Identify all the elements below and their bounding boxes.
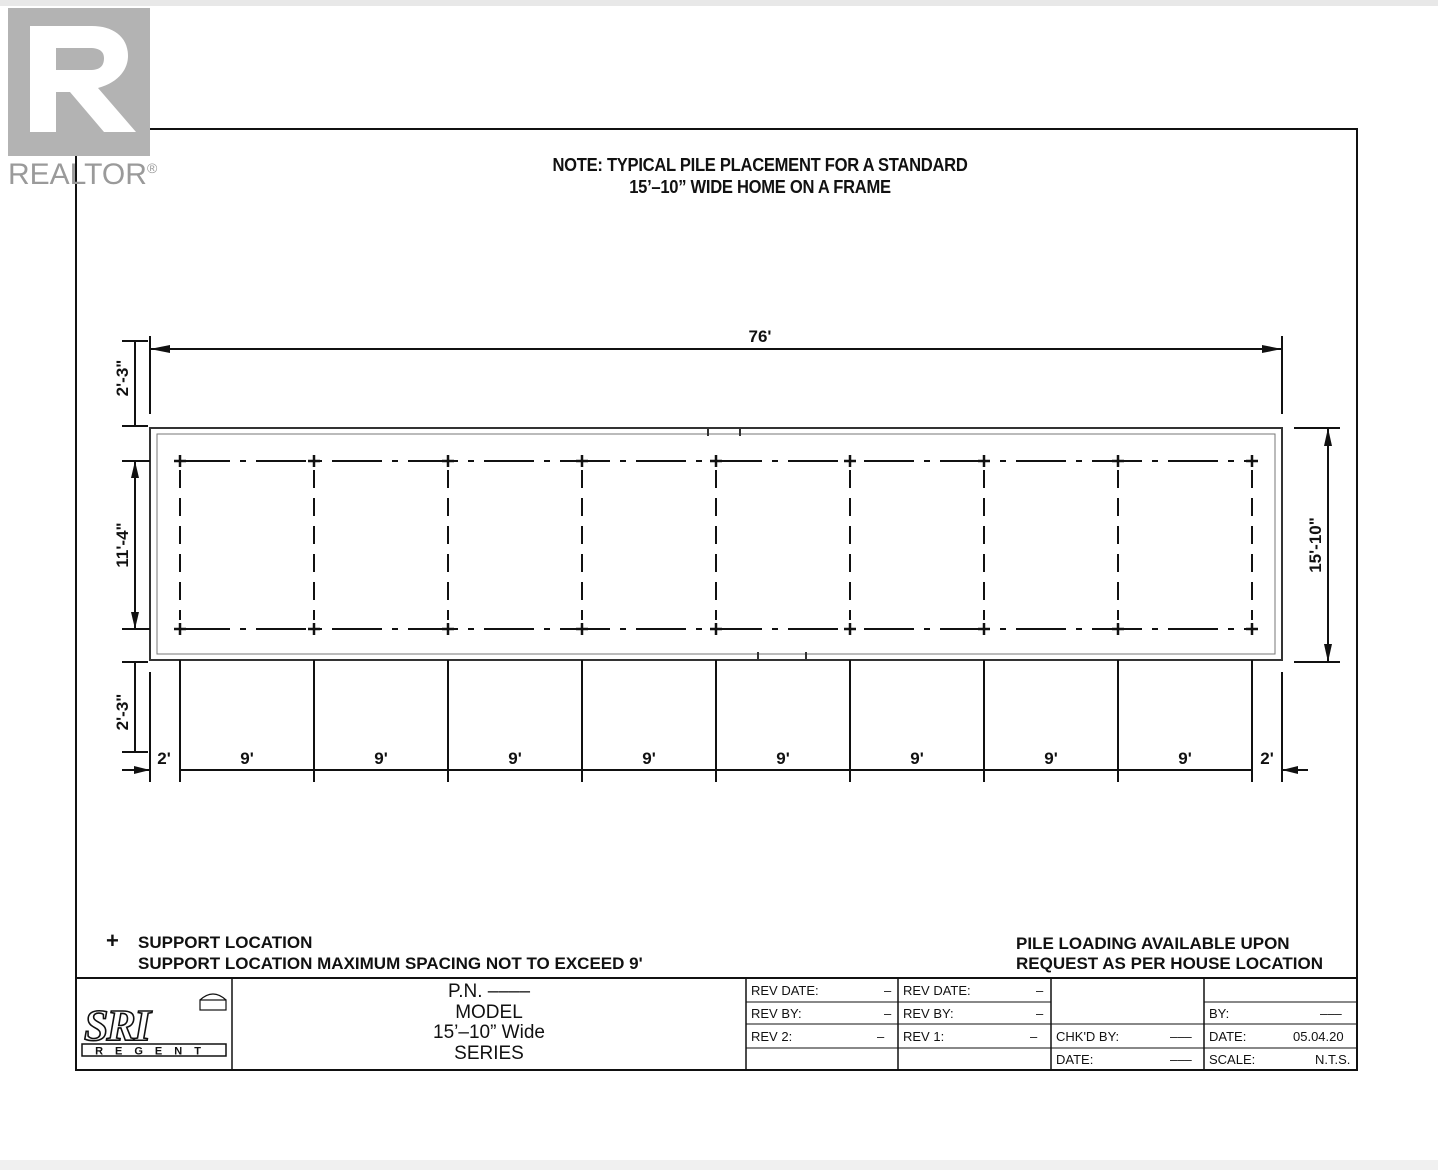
rev-by-2-label: REV BY: (903, 1006, 954, 1021)
support-marker (308, 455, 320, 467)
overall-length-dimension (150, 336, 1282, 414)
support-marker (1246, 623, 1258, 635)
pile-note-line-1: PILE LOADING AVAILABLE UPON (1016, 934, 1290, 953)
legend-line-1: SUPPORT LOCATION (138, 933, 313, 952)
rev-date-2-value: – (1036, 983, 1044, 998)
support-marker (1112, 455, 1124, 467)
by-label: BY: (1209, 1006, 1230, 1021)
model-width: 15’–10” Wide (433, 1022, 545, 1043)
rev-by-1-value: – (884, 1006, 892, 1021)
drawing-note (466, 154, 1055, 198)
support-marker (1112, 623, 1124, 635)
support-marker (710, 455, 722, 467)
rev-1-label: REV 1: (903, 1029, 945, 1044)
note-line-1: NOTE: TYPICAL PILE PLACEMENT FOR A STANDARD (552, 155, 968, 175)
support-marker (978, 623, 990, 635)
cross-members (180, 470, 1252, 620)
part-number: P.N. –––– (447, 981, 531, 1002)
date-2-value: 05.04.20 (1293, 1029, 1344, 1044)
date-label: DATE: (1056, 1052, 1094, 1067)
by-value: ––– (1320, 1006, 1342, 1021)
brand-name: SRI (84, 1001, 149, 1050)
support-marker (174, 455, 186, 467)
rev-date-1-label: REV DATE: (751, 983, 819, 998)
support-marker (844, 455, 856, 467)
brand-sub: REGENT (95, 1045, 213, 1058)
rev-date-2-label: REV DATE: (903, 983, 971, 998)
bay-spacing-label: 9' (508, 749, 522, 768)
support-marker (576, 455, 588, 467)
date-2-label: DATE: (1209, 1029, 1247, 1044)
pile-note-line-2: REQUEST AS PER HOUSE LOCATION (1016, 954, 1323, 973)
end-spacing-label: 2' (157, 749, 171, 768)
model-info (232, 982, 746, 1064)
overall-length-label: 76' (748, 327, 772, 346)
rev-by-2-value: – (1036, 1006, 1044, 1021)
top-offset-label: 2'-3" (113, 359, 132, 397)
date-value: ––– (1170, 1052, 1192, 1067)
bay-spacing-label: 9' (1044, 749, 1058, 768)
overall-width-label: 15'-10" (1306, 517, 1325, 573)
support-marker (442, 455, 454, 467)
support-marker (1246, 455, 1258, 467)
legend (106, 930, 643, 974)
rev-2-value: – (877, 1029, 885, 1044)
support-marker (442, 623, 454, 635)
registered-mark: ® (146, 160, 158, 176)
realtor-wordmark (8, 158, 157, 192)
scale-value: N.T.S. (1315, 1052, 1351, 1067)
rev-1-value: – (1030, 1029, 1038, 1044)
rev-date-1-value: – (884, 983, 892, 998)
pile-loading-note (1016, 934, 1323, 974)
support-marker (576, 623, 588, 635)
support-marker (844, 623, 856, 635)
rev-by-1-label: REV BY: (751, 1006, 802, 1021)
bay-spacing-label: 9' (642, 749, 656, 768)
rev-2-label: REV 2: (751, 1029, 793, 1044)
support-marker (174, 623, 186, 635)
checked-by-label: CHK'D BY: (1056, 1029, 1120, 1044)
checked-by-value: ––– (1170, 1029, 1192, 1044)
realtor-r-icon (8, 8, 158, 158)
brand-logo (82, 994, 226, 1058)
legend-line-2: SUPPORT LOCATION MAXIMUM SPACING NOT TO EXCEED 9' (138, 954, 643, 973)
support-symbol: + (106, 928, 119, 953)
bay-spacing-label: 9' (776, 749, 790, 768)
bay-spacing-label: 9' (374, 749, 388, 768)
support-marker (710, 623, 722, 635)
bay-spacing-label: 9' (1178, 749, 1192, 768)
bottom-offset-label: 2'-3" (113, 693, 132, 731)
model-label: MODEL (455, 1001, 523, 1023)
support-marker (978, 455, 990, 467)
bay-spacing-label: 9' (240, 749, 254, 768)
support-marker (308, 623, 320, 635)
pile-row-spacing-label: 11'-4" (113, 522, 132, 568)
series-label: SERIES (454, 1042, 524, 1064)
scale-label: SCALE: (1209, 1052, 1256, 1067)
note-line-2: 15’–10” WIDE HOME ON A FRAME (629, 177, 891, 197)
realtor-text: REALTOR (8, 158, 147, 191)
bottom-spacing-dimension (122, 660, 1308, 782)
end-spacing-label: 2' (1260, 749, 1274, 768)
bay-spacing-label: 9' (910, 749, 924, 768)
